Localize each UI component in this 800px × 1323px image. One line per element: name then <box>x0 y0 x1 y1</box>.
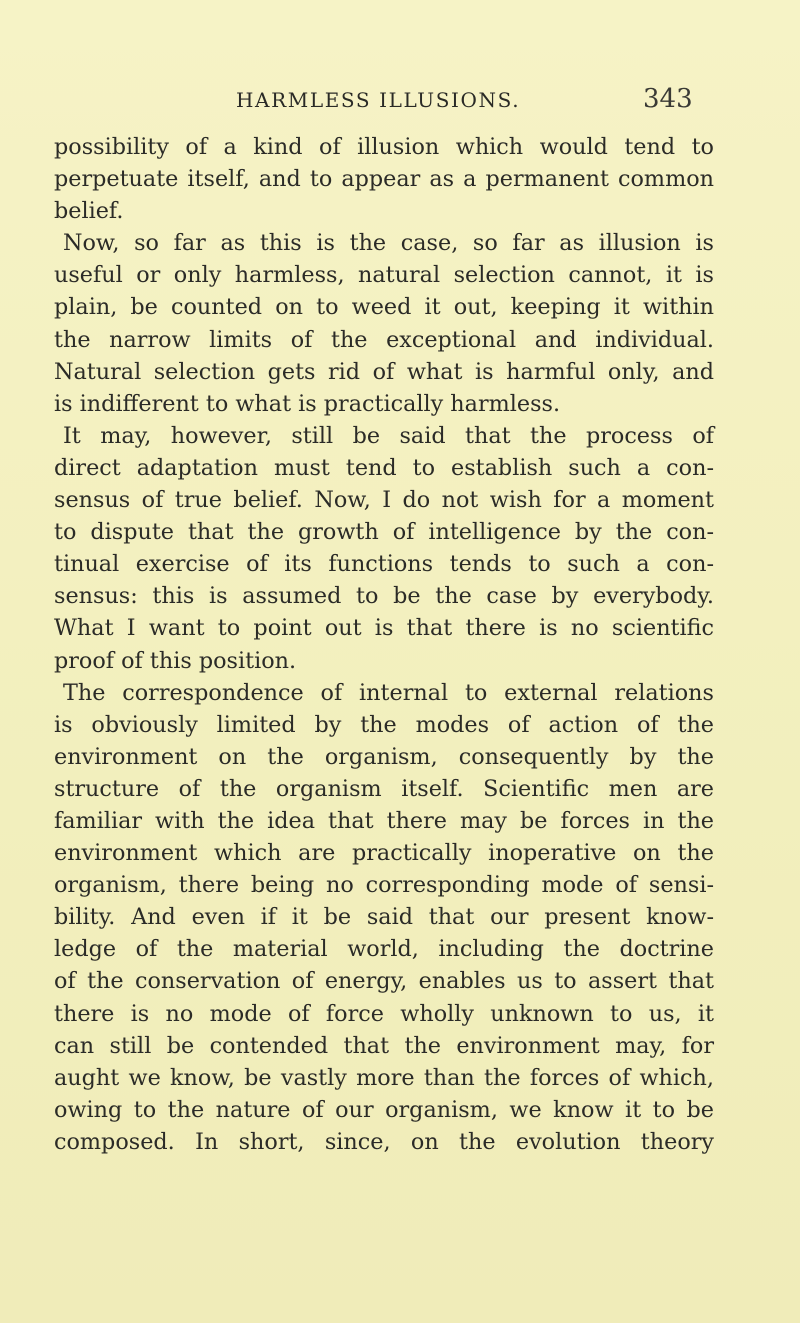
text-line: the narrow limits of the exceptional and individual. <box>54 326 714 353</box>
running-head <box>0 84 800 118</box>
page-number: 343 <box>643 84 693 114</box>
text-line: aught we know, be vastly more than the forces of which, <box>54 1064 714 1091</box>
text-line: environment on the organism, consequently by the <box>54 743 714 770</box>
text-line: useful or only harmless, natural selection cannot, it is <box>54 262 714 289</box>
text-line: possibility of a kind of illusion which would tend to <box>54 134 714 160</box>
text-line: organism, there being no corresponding mode of sensi- <box>54 872 714 899</box>
text-line: environment which are practically inoperative on the <box>54 840 714 867</box>
text-line: sensus: this is assumed to be the case by everybody. <box>54 583 714 610</box>
text-line: proof of this position. <box>54 647 297 674</box>
text-line: What I want to point out is that there is no scientific <box>54 615 714 642</box>
text-line: of the conservation of energy, enables us to assert that <box>54 968 714 995</box>
text-line: It may, however, still be said that the process of <box>63 422 714 449</box>
body-text <box>54 131 714 1158</box>
text-line: plain, be counted on to weed it out, keeping it within <box>54 294 714 321</box>
text-line: to dispute that the growth of intelligence by the con- <box>54 519 714 546</box>
text-line: is indifferent to what is practically harmless. <box>54 390 561 417</box>
text-line: The correspondence of internal to external relations <box>63 679 714 706</box>
text-line: belief. <box>54 198 124 225</box>
text-line: structure of the organism itself. Scientific men are <box>54 775 714 802</box>
text-line: there is no mode of force wholly unknown to us, it <box>54 1000 714 1027</box>
text-line: bility. And even if it be said that our present know- <box>54 904 714 931</box>
text-line: Natural selection gets rid of what is harmful only, and <box>54 358 714 385</box>
text-line: direct adaptation must tend to establish such a con- <box>54 454 714 481</box>
text-line: is obviously limited by the modes of action of the <box>54 711 714 738</box>
text-line: composed. In short, since, on the evolution theory <box>54 1128 714 1155</box>
text-line: perpetuate itself, and to appear as a permanent common <box>54 166 714 193</box>
text-line: tinual exercise of its functions tends to such a con- <box>54 551 714 578</box>
text-line: owing to the nature of our organism, we know it to be <box>54 1096 714 1123</box>
text-line: can still be contended that the environment may, for <box>54 1032 714 1059</box>
text-line: familiar with the idea that there may be forces in the <box>54 807 714 834</box>
running-head-title: HARMLESS ILLUSIONS. <box>236 88 521 112</box>
text-line: sensus of true belief. Now, I do not wish for a moment <box>54 487 714 514</box>
text-line: ledge of the material world, including the doctrine <box>54 936 714 963</box>
text-line: Now, so far as this is the case, so far as illusion is <box>63 230 714 257</box>
